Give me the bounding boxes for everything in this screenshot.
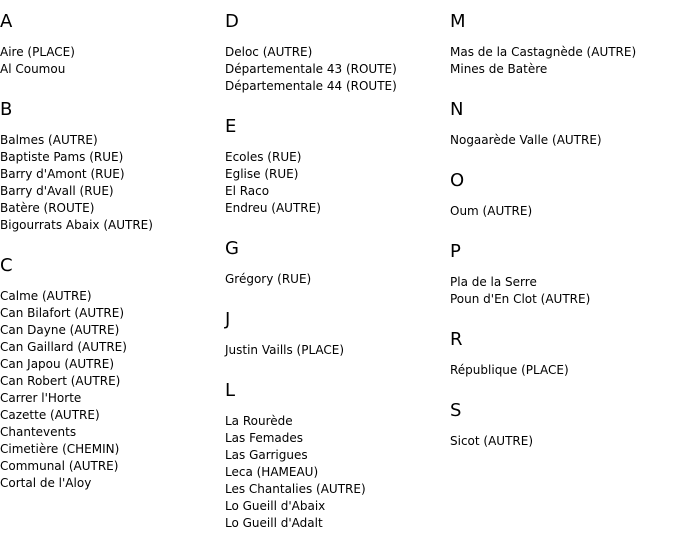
letter-heading-a: A [0,11,13,32]
street-entry[interactable]: Cimetière (CHEMIN) [0,442,120,456]
street-entry[interactable]: Baptiste Pams (RUE) [0,150,124,164]
street-index-column-1 [0,0,225,512]
letter-section-o [450,169,675,220]
letter-heading-g: G [225,238,239,259]
letter-section-r [450,328,675,379]
street-entry[interactable]: Batère (ROUTE) [0,201,95,215]
letter-section-n [450,98,675,149]
street-entry[interactable]: Sicot (AUTRE) [450,434,534,448]
street-entry[interactable]: Eglise (RUE) [225,167,299,181]
letter-heading-b: B [0,99,13,120]
street-entry[interactable]: Grégory (RUE) [225,272,312,286]
street-index-column-3 [450,0,675,470]
entry-list-d [225,44,450,95]
street-entry[interactable]: Départementale 43 (ROUTE) [225,62,397,76]
street-entry[interactable]: Les Chantalies (AUTRE) [225,482,366,496]
street-entry[interactable]: Cazette (AUTRE) [0,408,100,422]
street-entry[interactable]: Chantevents [0,425,77,439]
street-entry[interactable]: Cortal de l'Aloy [0,476,92,490]
street-entry[interactable]: Can Gaillard (AUTRE) [0,340,127,354]
street-entry[interactable]: Départementale 44 (ROUTE) [225,79,397,93]
letter-section-b [0,98,225,234]
entry-list-c [0,288,225,492]
street-entry[interactable]: Oum (AUTRE) [450,204,533,218]
letter-section-g [225,237,450,288]
street-entry[interactable]: Can Bilafort (AUTRE) [0,306,125,320]
letter-heading-e: E [225,116,237,137]
letter-heading-c: C [0,255,13,276]
street-entry[interactable]: Al Coumou [0,62,66,76]
street-entry[interactable]: La Rourède [225,414,293,428]
street-entry[interactable]: République (PLACE) [450,363,569,377]
entry-list-s [450,433,675,450]
street-entry[interactable]: Can Robert (AUTRE) [0,374,121,388]
entry-list-p [450,274,675,308]
street-entry[interactable]: Aire (PLACE) [0,45,75,59]
letter-heading-s: S [450,400,462,421]
street-entry[interactable]: Communal (AUTRE) [0,459,119,473]
letter-section-a [0,10,225,78]
letter-heading-r: R [450,329,463,350]
street-entry[interactable]: Can Japou (AUTRE) [0,357,115,371]
letter-section-s [450,399,675,450]
entry-list-a [0,44,225,78]
street-entry[interactable]: Las Garrigues [225,448,308,462]
street-index-column-2 [225,0,450,552]
entry-list-l [225,413,450,532]
letter-heading-n: N [450,99,464,120]
entry-list-b [0,132,225,234]
street-entry[interactable]: Pla de la Serre [450,275,537,289]
street-entry[interactable]: Lo Gueill d'Abaix [225,499,326,513]
street-entry[interactable]: Calme (AUTRE) [0,289,92,303]
street-entry[interactable]: Deloc (AUTRE) [225,45,313,59]
letter-section-m [450,10,675,78]
street-entry[interactable]: Bigourrats Abaix (AUTRE) [0,218,153,232]
letter-section-p [450,240,675,308]
street-entry[interactable]: Barry d'Avall (RUE) [0,184,114,198]
letter-section-e [225,115,450,217]
street-entry[interactable]: Poun d'En Clot (AUTRE) [450,292,591,306]
letter-heading-d: D [225,11,239,32]
street-entry[interactable]: Barry d'Amont (RUE) [0,167,125,181]
street-entry[interactable]: Nogaarède Valle (AUTRE) [450,133,602,147]
letter-section-d [225,10,450,95]
entry-list-o [450,203,675,220]
street-entry[interactable]: Endreu (AUTRE) [225,201,321,215]
street-entry[interactable]: El Raco [225,184,270,198]
letter-heading-m: M [450,11,466,32]
street-entry[interactable]: Las Femades [225,431,304,445]
entry-list-r [450,362,675,379]
street-entry[interactable]: Mas de la Castagnède (AUTRE) [450,45,637,59]
street-entry[interactable]: Justin Vaills (PLACE) [225,343,345,357]
entry-list-j [225,342,450,359]
letter-section-c [0,254,225,492]
street-entry[interactable]: Mines de Batère [450,62,548,76]
entry-list-n [450,132,675,149]
street-entry[interactable]: Balmes (AUTRE) [0,133,98,147]
letter-heading-o: O [450,170,465,191]
letter-heading-l: L [225,380,236,401]
letter-heading-p: P [450,241,461,262]
letter-section-l [225,379,450,532]
street-entry[interactable]: Leca (HAMEAU) [225,465,319,479]
entry-list-e [225,149,450,217]
entry-list-g [225,271,450,288]
entry-list-m [450,44,675,78]
street-entry[interactable]: Can Dayne (AUTRE) [0,323,120,337]
letter-section-j [225,308,450,359]
street-entry[interactable]: Ecoles (RUE) [225,150,302,164]
letter-heading-j: J [225,309,231,330]
street-entry[interactable]: Lo Gueill d'Adalt [225,516,323,530]
street-entry[interactable]: Carrer l'Horte [0,391,82,405]
